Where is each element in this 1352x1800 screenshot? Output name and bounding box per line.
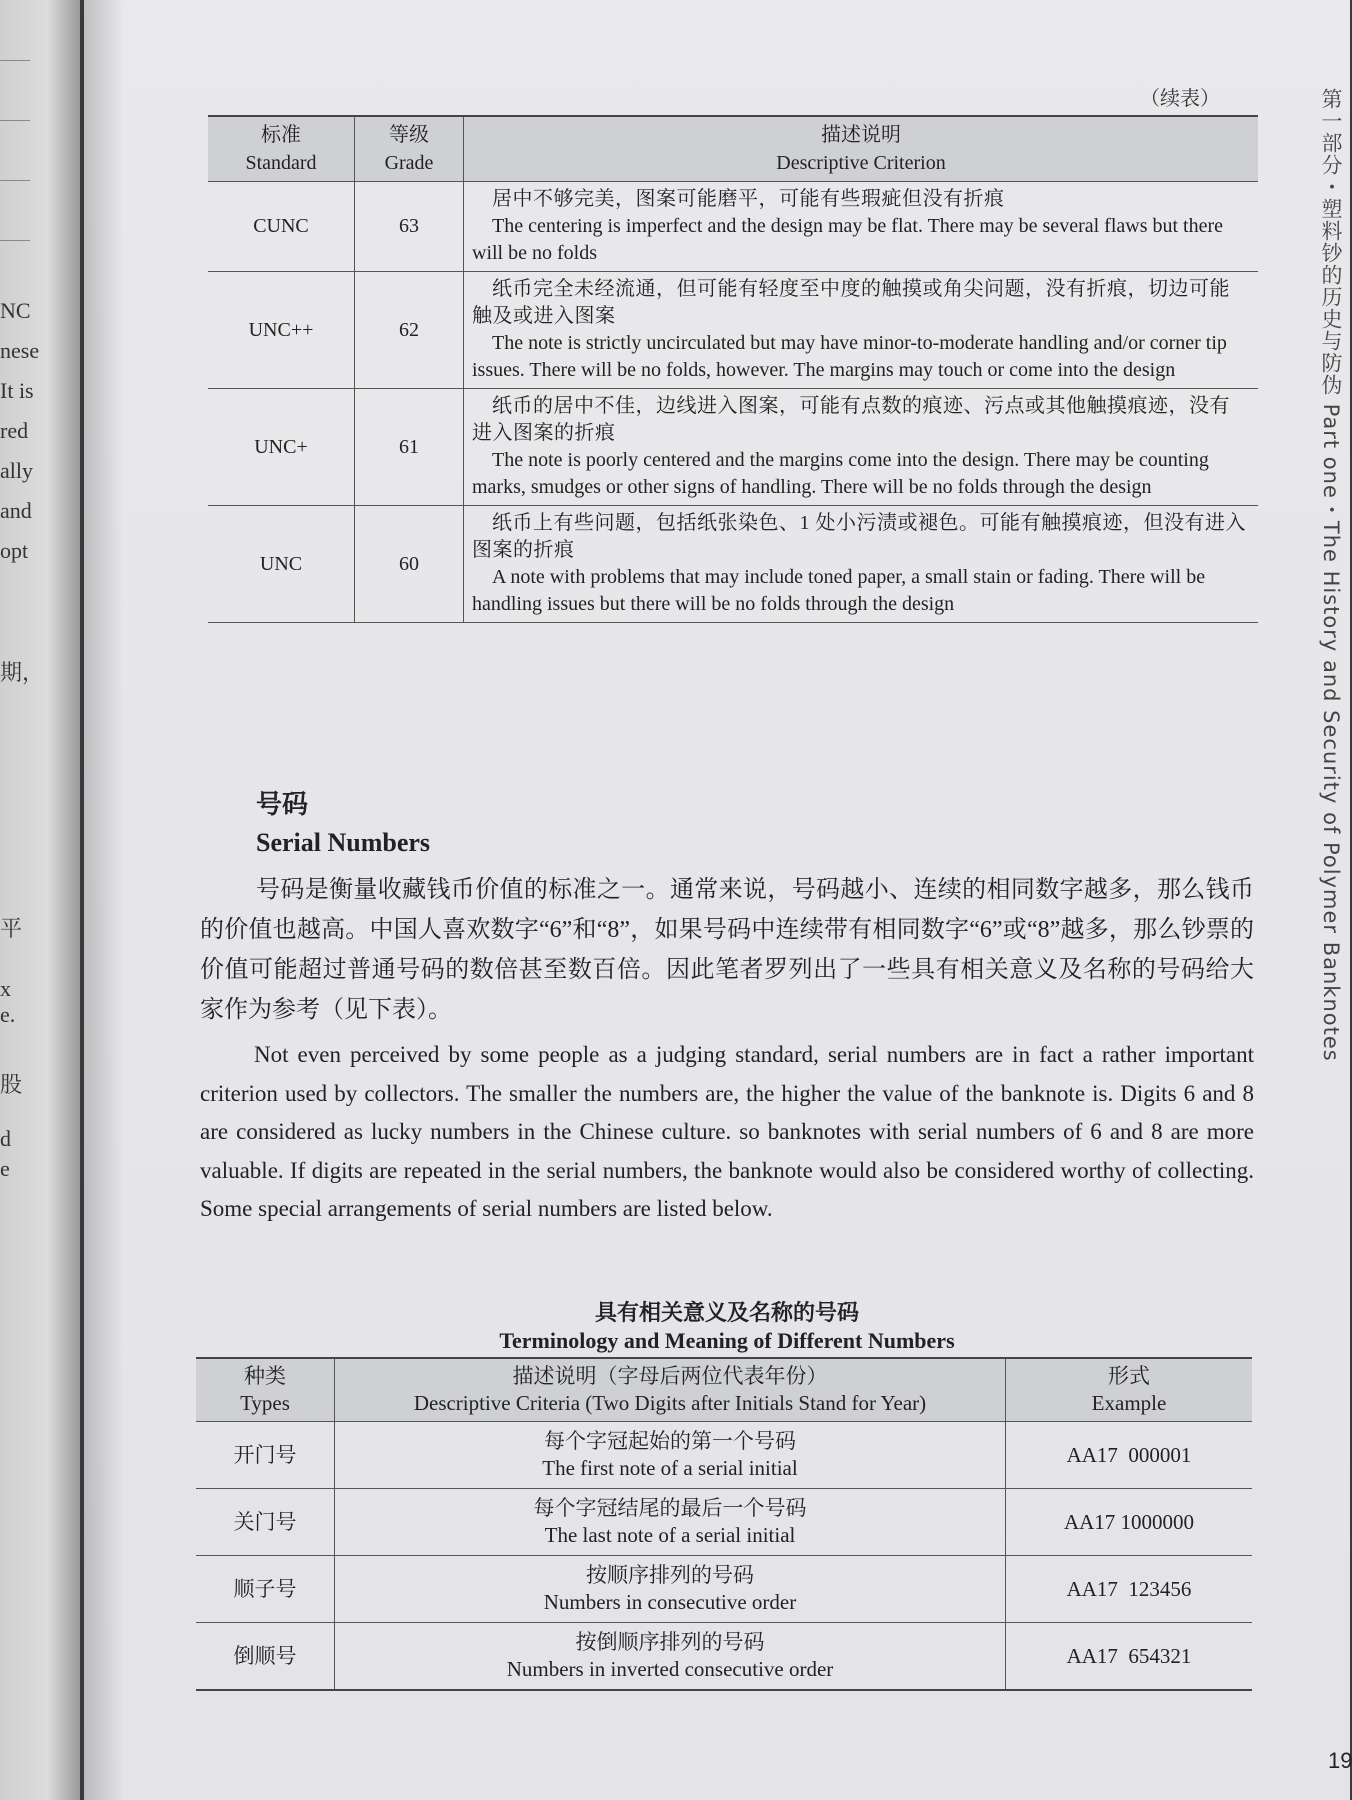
left-page-fragment: and — [0, 498, 32, 523]
criterion-cn: 居中不够完美，图案可能磨平，可能有些瑕疵但没有折痕 — [492, 188, 1005, 210]
left-page-fragment: opt — [0, 538, 29, 563]
description-en: The last note of a serial initial — [544, 1523, 796, 1547]
edge-line — [0, 180, 30, 181]
left-page-fragment: 股 — [0, 1072, 23, 1097]
description-cell — [335, 1422, 1006, 1489]
left-page-fragment: nese — [0, 338, 40, 363]
criterion-en: The note is strictly uncirculated but may have minor-to-moderate handling and/or corner tip issues. There will be no folds, however. The margins may touch or come into the design — [472, 332, 1227, 381]
description-cell — [335, 1489, 1006, 1556]
left-page-fragment: 期， — [0, 660, 45, 685]
criterion-en: The centering is imperfect and the design may be flat. There may be several flaws but there will be no folds — [472, 215, 1224, 264]
table-row — [196, 1556, 1252, 1623]
left-page-fragment: red — [0, 418, 29, 443]
grade-table — [208, 115, 1258, 623]
description-cn: 每个字冠结尾的最后一个号码 — [533, 1496, 807, 1520]
type-cell: 倒顺号 — [196, 1623, 335, 1691]
section-title-en: Serial Numbers — [256, 828, 431, 857]
number-table-header-row — [196, 1358, 1252, 1422]
description-en: Numbers in inverted consecutive order — [506, 1657, 834, 1681]
left-page-fragment: It is — [0, 378, 34, 403]
header-en: Descriptive Criterion — [776, 152, 946, 174]
table-row — [208, 272, 1258, 389]
grade-cell: 61 — [355, 389, 464, 506]
running-side-title: 第一部分・塑料钞的历史与防伪 Part one・The History and Security of Polymer Banknotes — [1319, 88, 1343, 1062]
paragraph-en: Not even perceived by some people as a judging standard, serial numbers are in fact a rather important criterion used by collectors. The smaller the numbers are, the higher the value of the banknote is. Digits 6 and 8 are considered as lucky numbers in the Chinese culture. so banknotes with serial numbers of 6 and 8 are more valuable. If digits are repeated in the serial numbers, the banknote would also be considered worthy of collecting. Some special arrangements of serial numbers are listed below. — [200, 1042, 1254, 1221]
description-cn: 每个字冠起始的第一个号码 — [544, 1429, 796, 1453]
grade-cell: 63 — [355, 182, 464, 272]
section-title-cn: 号码 — [256, 790, 309, 820]
header-cn: 描述说明（字母后两位代表年份） — [512, 1364, 828, 1388]
example-cell: AA17 123456 — [1006, 1556, 1253, 1623]
number-table-title-en: Terminology and Meaning of Different Numbers — [499, 1328, 955, 1353]
edge-line — [0, 60, 30, 61]
paragraph-cn: 号码是衡量收藏钱币价值的标准之一。通常来说，号码越小、连续的相同数字越多，那么钱币的价值也越高。中国人喜欢数字“6”和“8”，如果号码中连续带有相同数字“6”或“8”越多，那么钞票的价值可能超过普通号码的数倍甚至数百倍。因此笔者罗列出了一些具有相关意义及名称的号码给大家作为参考（见下表）。 — [200, 877, 1254, 1023]
left-page-fragment: d — [0, 1126, 11, 1151]
grade-cell: 62 — [355, 272, 464, 389]
number-table — [196, 1357, 1252, 1691]
continued-label: （续表） — [1140, 88, 1220, 110]
criterion-cn: 纸币完全未经流通，但可能有轻度至中度的触摸或角尖问题，没有折痕，切边可能触及或进入图案 — [472, 278, 1230, 327]
description-cell — [335, 1556, 1006, 1623]
header-cn: 形式 — [1108, 1364, 1150, 1388]
example-cell: AA17 000001 — [1006, 1422, 1253, 1489]
left-page-fragment: x — [0, 976, 11, 1001]
type-cell: 关门号 — [196, 1489, 335, 1556]
header-criterion — [464, 116, 1259, 182]
edge-line — [0, 120, 30, 121]
criterion-cell — [464, 506, 1259, 623]
description-cell — [335, 1623, 1006, 1691]
example-cell: AA17 654321 — [1006, 1623, 1253, 1691]
standard-cell: UNC — [208, 506, 355, 623]
description-en: The first note of a serial initial — [542, 1456, 798, 1480]
criterion-cell — [464, 272, 1259, 389]
type-cell: 开门号 — [196, 1422, 335, 1489]
header-cn: 等级 — [389, 124, 429, 146]
number-table-title-cn: 具有相关意义及名称的号码 — [594, 1301, 859, 1326]
table-row — [208, 182, 1258, 272]
left-page-fragment: ally — [0, 458, 33, 483]
standard-cell: UNC++ — [208, 272, 355, 389]
grade-cell: 60 — [355, 506, 464, 623]
header-en: Standard — [245, 152, 317, 174]
left-page-edge — [0, 0, 80, 1800]
page-gutter-shadow — [84, 0, 124, 1800]
header-grade — [355, 116, 464, 182]
left-page-fragment: e — [0, 1156, 10, 1181]
header-types — [196, 1358, 335, 1422]
header-en: Example — [1091, 1391, 1167, 1415]
table-row — [208, 389, 1258, 506]
description-cn: 按倒顺序排列的号码 — [575, 1630, 765, 1654]
header-en: Descriptive Criteria (Two Digits after Initials Stand for Year) — [413, 1391, 927, 1415]
description-cn: 按顺序排列的号码 — [586, 1563, 754, 1587]
standard-cell: CUNC — [208, 182, 355, 272]
left-page-fragment: e. — [0, 1002, 16, 1027]
header-example — [1006, 1358, 1253, 1422]
description-en: Numbers in consecutive order — [543, 1590, 797, 1614]
header-cn: 标准 — [261, 124, 301, 146]
grade-table-header-row — [208, 116, 1258, 182]
table-row — [196, 1489, 1252, 1556]
table-row — [196, 1422, 1252, 1489]
criterion-cell — [464, 182, 1259, 272]
left-page-fragment: NC — [0, 298, 31, 323]
page-number: 19 — [1328, 1748, 1352, 1773]
standard-cell: UNC+ — [208, 389, 355, 506]
criterion-cell — [464, 389, 1259, 506]
table-row — [196, 1623, 1252, 1691]
criterion-cn: 纸币上有些问题，包括纸张染色、1 处小污渍或褪色。可能有触摸痕迹，但没有进入图案的折痕 — [472, 512, 1246, 561]
type-cell: 顺子号 — [196, 1556, 335, 1623]
criterion-en: The note is poorly centered and the margins come into the design. There may be counting marks, smudges or other signs of handling. There will be no folds through the design — [472, 449, 1209, 498]
header-en: Types — [240, 1391, 290, 1415]
table-row — [208, 506, 1258, 623]
example-cell: AA17 1000000 — [1006, 1489, 1253, 1556]
header-cn: 种类 — [244, 1364, 286, 1388]
header-description — [335, 1358, 1006, 1422]
header-standard — [208, 116, 355, 182]
left-page-fragment: 平 — [0, 916, 23, 941]
edge-line — [0, 240, 30, 241]
criterion-en: A note with problems that may include toned paper, a small stain or fading. There will be handling issues but there will be no folds through the design — [472, 566, 1206, 615]
criterion-cn: 纸币的居中不佳，边线进入图案，可能有点数的痕迹、污点或其他触摸痕迹，没有进入图案的折痕 — [472, 395, 1230, 444]
header-cn: 描述说明 — [821, 124, 901, 146]
header-en: Grade — [384, 152, 434, 174]
